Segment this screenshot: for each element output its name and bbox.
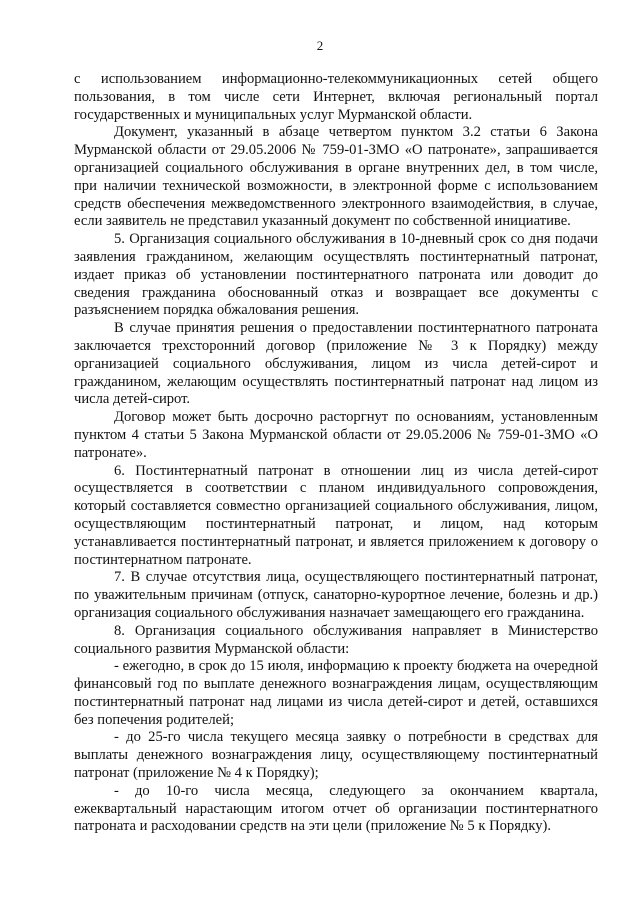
paragraph-5: Договор может быть досрочно расторгнут по основаниям, установленным пунктом 4 статьи 5 Закона Мурманской области от 29.05.2006 № 759-01-ЗМО «О патронате». (74, 409, 598, 461)
paragraph-3: 5. Организация социального обслуживания в 10-дневный срок со дня подачи заявления гражданином, желающим осуществлять постинтернатный патронат, издает приказ об установлении постинтернатного патроната или доводит до сведения гражданина обоснованный отказ и возвращает все документы с разъяснением порядка обжалования решения. (74, 231, 598, 319)
list-item-3: - до 10-го числа месяца, следующего за окончанием квартала, ежеквартальный нарастающим итогом отчет об организации постинтернатного патроната и расходовании средств на эти цели (приложение № 5 к Порядку). (74, 782, 598, 835)
list-item-2: - до 25-го числа текущего месяца заявку о потребности в средствах для выплаты денежного вознаграждения лицу, осуществляющему постинтернатный патронат (приложение № 4 к Порядку); (74, 729, 598, 782)
paragraph-1: с использованием информационно-телекоммуникационных сетей общего пользования, в том числе сети Интернет, включая региональный портал государственных и муниципальных услуг Мурманской области. (74, 71, 598, 123)
paragraph-7: 7. В случае отсутствия лица, осуществляющего постинтернатный патронат, по уважительным причинам (отпуск, санаторно-курортное лечение, болезнь и др.) организация социального обслуживания назначает замещающего его гражданина. (74, 569, 598, 621)
paragraph-6: 6. Постинтернатный патронат в отношении лиц из числа детей-сирот осуществляется в соответствии с планом индивидуального сопровождения, который составляется совместно организацией социального обслуживания, лицом, осуществляющим постинтернатный патронат, и лицом, над которым устанавливается постинтернатный патронат, и является приложением к договору о постинтернатном патронате. (74, 462, 598, 568)
document-body (74, 71, 598, 836)
paragraph-8: 8. Организация социального обслуживания направляет в Министерство социального развития Мурманской области: (74, 622, 598, 657)
page-number: 2 (316, 38, 324, 53)
list-item-1: - ежегодно, в срок до 15 июля, информацию к проекту бюджета на очередной финансовый год по выплате денежного вознаграждения лицам, осуществляющим постинтернатный патронат над лицами из числа детей-сирот и детей, оставшихся без попечения родителей; (74, 658, 598, 728)
paragraph-4: В случае принятия решения о предоставлении постинтернатного патроната заключается трехсторонний договор (приложение № 3 к Порядку) между организацией социального обслуживания, лицом из числа детей-сирот и гражданином, желающим осуществлять постинтернатный патронат над лицом из числа детей-сирот. (74, 320, 598, 408)
paragraph-2: Документ, указанный в абзаце четвертом пунктом 3.2 статьи 6 Закона Мурманской области от 29.05.2006 № 759-01-ЗМО «О патронате», запрашивается организацией социального обслуживания в органе внутренних дел, в том числе, при наличии технической возможности, в электронной форме с использованием средств обеспечения межведомственного электронного взаимодействия, в случае, если заявитель не представил указанный документ по собственной инициативе. (74, 124, 598, 230)
